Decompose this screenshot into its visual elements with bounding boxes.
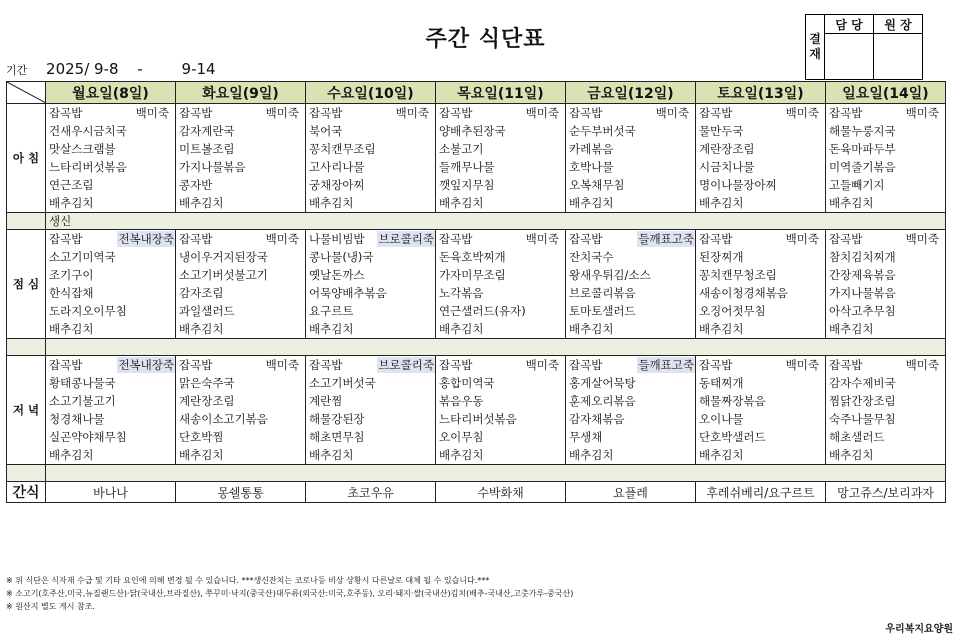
rice-item: 잡곡밥: [829, 358, 863, 372]
rice-item: 잡곡밥: [309, 358, 343, 372]
menu-cell: [46, 356, 176, 375]
grain-pair: [569, 231, 695, 247]
meal-label-lunch: 점 심: [7, 230, 46, 339]
menu-cell: 배추김치: [826, 320, 946, 339]
meal-row: [7, 266, 946, 284]
menu-cell: 무생채: [566, 428, 696, 446]
menu-cell: 된장찌개: [696, 248, 826, 266]
porridge-item: 들깨표고죽: [638, 358, 694, 372]
rice-item: 잡곡밥: [179, 232, 213, 246]
menu-cell: 배추김치: [176, 320, 306, 339]
menu-cell: 꽁치캔무청조림: [696, 266, 826, 284]
porridge-item: 전복내장죽: [118, 232, 174, 246]
meal-row: [7, 374, 946, 392]
menu-cell: 들깨무나물: [436, 158, 566, 176]
period-separator: -: [137, 60, 143, 78]
menu-cell: 소고기버섯국: [306, 374, 436, 392]
menu-cell: 고사리나물: [306, 158, 436, 176]
menu-cell: [566, 356, 696, 375]
meal-row: [7, 194, 946, 213]
menu-cell: 요구르트: [306, 302, 436, 320]
menu-cell: 새송이소고기볶음: [176, 410, 306, 428]
rice-item: 잡곡밥: [49, 232, 83, 246]
menu-cell: 한식잡채: [46, 284, 176, 302]
grain-pair: [829, 105, 945, 121]
menu-cell: [696, 230, 826, 249]
meal-row: [7, 356, 946, 375]
menu-cell: 배추김치: [306, 194, 436, 213]
rice-item: 잡곡밥: [569, 232, 603, 246]
menu-cell: 배추김치: [46, 446, 176, 465]
menu-cell: [176, 230, 306, 249]
porridge-item: 백미죽: [905, 358, 939, 372]
menu-cell: 맛살스크램블: [46, 140, 176, 158]
menu-cell: 가지나물볶음: [176, 158, 306, 176]
separator-row: [7, 465, 946, 482]
menu-cell: 소고기불고기: [46, 392, 176, 410]
menu-cell: 홍합미역국: [436, 374, 566, 392]
separator-cell: [7, 213, 46, 230]
grain-pair: [309, 231, 435, 247]
menu-cell: 소고기미역국: [46, 248, 176, 266]
menu-cell: 계란장조림: [696, 140, 826, 158]
menu-cell: 배추김치: [306, 320, 436, 339]
grain-pair: [179, 105, 305, 121]
rice-item: 잡곡밥: [439, 358, 473, 372]
menu-cell: 깻잎지무침: [436, 176, 566, 194]
menu-cell: 배추김치: [826, 446, 946, 465]
menu-cell: [46, 230, 176, 249]
period-label: 기간: [6, 64, 28, 77]
menu-cell: [566, 230, 696, 249]
menu-cell: 감자채볶음: [566, 410, 696, 428]
rice-item: 잡곡밥: [699, 106, 733, 120]
menu-cell: 실곤약야채무침: [46, 428, 176, 446]
menu-cell: [696, 104, 826, 123]
porridge-item: 전복내장죽: [118, 358, 174, 372]
approval-box: [805, 14, 923, 80]
menu-cell: [826, 356, 946, 375]
meal-row: [7, 410, 946, 428]
menu-cell: 느타리버섯볶음: [436, 410, 566, 428]
menu-cell: 북어국: [306, 122, 436, 140]
menu-cell: 연근조림: [46, 176, 176, 194]
menu-cell: 노각볶음: [436, 284, 566, 302]
snack-row: [7, 482, 946, 503]
menu-cell: 감자계란국: [176, 122, 306, 140]
snack-cell: 초코우유: [306, 482, 436, 503]
menu-cell: 잔치국수: [566, 248, 696, 266]
menu-cell: 명이나물장아찌: [696, 176, 826, 194]
meal-row: [7, 104, 946, 123]
menu-cell: 양배추된장국: [436, 122, 566, 140]
grain-pair: [439, 357, 565, 373]
meal-label-dinner: 저 녁: [7, 356, 46, 465]
menu-cell: 소고기버섯불고기: [176, 266, 306, 284]
menu-cell: 감자조림: [176, 284, 306, 302]
snack-cell: 요플레: [566, 482, 696, 503]
meal-row: [7, 320, 946, 339]
rice-item: 잡곡밥: [179, 106, 213, 120]
menu-cell: 배추김치: [696, 446, 826, 465]
day-header: 금요일(12일): [566, 82, 696, 104]
menu-cell: [306, 104, 436, 123]
grain-pair: [49, 105, 175, 121]
menu-cell: 아삭고추무침: [826, 302, 946, 320]
meal-row: [7, 428, 946, 446]
menu-cell: 해초면무침: [306, 428, 436, 446]
menu-cell: 조기구이: [46, 266, 176, 284]
menu-cell: 어묵양배추볶음: [306, 284, 436, 302]
menu-cell: 해물짜장볶음: [696, 392, 826, 410]
grain-pair: [699, 105, 825, 121]
separator-cell: [7, 465, 46, 482]
separator-row: [7, 339, 946, 356]
menu-cell: 배추김치: [46, 194, 176, 213]
menu-cell: 냉이우거지된장국: [176, 248, 306, 266]
grain-pair: [569, 105, 695, 121]
grain-pair: [179, 231, 305, 247]
menu-cell: 호박나물: [566, 158, 696, 176]
page-title: 주간 식단표: [425, 27, 546, 52]
period-start: 2025/ 9-8: [46, 60, 119, 78]
approval-role-director: 원 장: [874, 15, 923, 34]
period-end: 9-14: [181, 60, 216, 78]
rice-item: 잡곡밥: [699, 358, 733, 372]
approval-sign-director[interactable]: [874, 34, 923, 80]
menu-cell: [436, 230, 566, 249]
menu-cell: 과일샐러드: [176, 302, 306, 320]
porridge-item: 백미죽: [905, 106, 939, 120]
menu-cell: 미역줄기볶음: [826, 158, 946, 176]
snack-cell: 몽쉘통통: [176, 482, 306, 503]
menu-cell: 단호박샐러드: [696, 428, 826, 446]
menu-cell: 배추김치: [696, 320, 826, 339]
grain-pair: [439, 105, 565, 121]
rice-item: 잡곡밥: [439, 106, 473, 120]
porridge-item: 백미죽: [525, 106, 559, 120]
snack-cell: 후레쉬베리/요구르트: [696, 482, 826, 503]
rice-item: 잡곡밥: [829, 232, 863, 246]
meal-row: [7, 392, 946, 410]
menu-cell: 배추김치: [566, 446, 696, 465]
menu-cell: [566, 104, 696, 123]
porridge-item: 백미죽: [785, 106, 819, 120]
meal-row: [7, 302, 946, 320]
menu-cell: 배추김치: [436, 194, 566, 213]
day-header: 화요일(9일): [176, 82, 306, 104]
grain-pair: [49, 357, 175, 373]
separator-cell: [7, 339, 46, 356]
meal-row: [7, 176, 946, 194]
menu-cell: 배추김치: [176, 446, 306, 465]
menu-cell: 새송이청경채볶음: [696, 284, 826, 302]
separator-note: [46, 339, 946, 356]
rice-item: 잡곡밥: [309, 106, 343, 120]
grain-pair: [699, 231, 825, 247]
day-header-row: [7, 82, 946, 104]
menu-cell: 배추김치: [696, 194, 826, 213]
menu-cell: 느타리버섯볶음: [46, 158, 176, 176]
rice-item: 잡곡밥: [699, 232, 733, 246]
porridge-item: 들깨표고죽: [638, 232, 694, 246]
menu-cell: 청경채나물: [46, 410, 176, 428]
note-line: ※ 원산지 별도 게시 참조.: [6, 602, 95, 611]
menu-cell: 배추김치: [566, 320, 696, 339]
menu-cell: 홍게살어묵탕: [566, 374, 696, 392]
menu-cell: 미트볼조림: [176, 140, 306, 158]
rice-item: 잡곡밥: [49, 106, 83, 120]
porridge-item: 백미죽: [265, 358, 299, 372]
menu-cell: 소불고기: [436, 140, 566, 158]
porridge-item: 백미죽: [265, 232, 299, 246]
grain-pair: [569, 357, 695, 373]
menu-cell: 돈육호박찌개: [436, 248, 566, 266]
separator-row: [7, 213, 946, 230]
menu-cell: 오징어젓무침: [696, 302, 826, 320]
organization-name: 우리복지요양원: [885, 624, 953, 635]
grain-pair: [829, 357, 945, 373]
period: [6, 60, 216, 78]
menu-cell: [696, 356, 826, 375]
day-header: 토요일(13일): [696, 82, 826, 104]
meal-row: [7, 158, 946, 176]
menu-cell: 옛날돈까스: [306, 266, 436, 284]
meal-row: [7, 284, 946, 302]
menu-cell: 건새우시금치국: [46, 122, 176, 140]
grain-pair: [309, 105, 435, 121]
menu-cell: 배추김치: [436, 320, 566, 339]
menu-cell: 찜닭간장조림: [826, 392, 946, 410]
porridge-item: 백미죽: [905, 232, 939, 246]
grain-pair: [829, 231, 945, 247]
grain-pair: [309, 357, 435, 373]
day-header: 목요일(11일): [436, 82, 566, 104]
menu-cell: 황태콩나물국: [46, 374, 176, 392]
porridge-item: 백미죽: [395, 106, 429, 120]
separator-note: [46, 465, 946, 482]
menu-cell: [306, 230, 436, 249]
menu-cell: 감자수제비국: [826, 374, 946, 392]
menu-cell: [826, 230, 946, 249]
approval-sign-staff[interactable]: [825, 34, 874, 80]
menu-cell: [176, 104, 306, 123]
menu-cell: 도라지오이무침: [46, 302, 176, 320]
rice-item: 잡곡밥: [439, 232, 473, 246]
snack-cell: 수박화채: [436, 482, 566, 503]
grain-pair: [49, 231, 175, 247]
approval-side-label: 결 재: [806, 15, 825, 80]
menu-cell: 순두부버섯국: [566, 122, 696, 140]
diagonal-line-icon: [7, 82, 46, 103]
menu-cell: 물만두국: [696, 122, 826, 140]
menu-cell: 배추김치: [826, 194, 946, 213]
rice-item: 나물비빔밥: [309, 232, 365, 246]
menu-cell: 오이나물: [696, 410, 826, 428]
porridge-item: 브로콜리죽: [378, 358, 434, 372]
menu-cell: 간장제육볶음: [826, 266, 946, 284]
porridge-item: 백미죽: [525, 358, 559, 372]
rice-item: 잡곡밥: [569, 106, 603, 120]
menu-cell: 계란장조림: [176, 392, 306, 410]
menu-cell: 오이무침: [436, 428, 566, 446]
menu-cell: 해물강된장: [306, 410, 436, 428]
day-header: 월요일(8일): [46, 82, 176, 104]
menu-cell: [306, 356, 436, 375]
menu-cell: [436, 104, 566, 123]
porridge-item: 백미죽: [655, 106, 689, 120]
menu-cell: 콩자반: [176, 176, 306, 194]
menu-cell: 브로콜리볶음: [566, 284, 696, 302]
meal-row: [7, 230, 946, 249]
rice-item: 잡곡밥: [569, 358, 603, 372]
menu-cell: 단호박찜: [176, 428, 306, 446]
menu-table: [6, 81, 946, 503]
menu-cell: [176, 356, 306, 375]
menu-cell: 맑은숙주국: [176, 374, 306, 392]
separator-note: 생신: [46, 213, 946, 230]
menu-cell: 계란찜: [306, 392, 436, 410]
menu-cell: 해물누룽지국: [826, 122, 946, 140]
porridge-item: 백미죽: [785, 232, 819, 246]
snack-cell: 바나나: [46, 482, 176, 503]
day-header: 일요일(14일): [826, 82, 946, 104]
menu-cell: 고들빼기지: [826, 176, 946, 194]
menu-cell: [46, 104, 176, 123]
porridge-item: 백미죽: [785, 358, 819, 372]
menu-cell: [436, 356, 566, 375]
menu-cell: 해초샐러드: [826, 428, 946, 446]
porridge-item: 백미죽: [135, 106, 169, 120]
menu-cell: 가자미무조림: [436, 266, 566, 284]
menu-cell: 배추김치: [46, 320, 176, 339]
note-line: ※ 위 식단은 식자재 수급 및 기타 요인에 의해 변경 될 수 있습니다. ***생신잔치는 코로나등 비상 상황시 다른날로 대체 될 수 있습니다.***: [6, 576, 490, 585]
menu-cell: 배추김치: [436, 446, 566, 465]
meal-label-breakfast: 아 침: [7, 104, 46, 213]
meal-row: [7, 122, 946, 140]
menu-cell: 토마토샐러드: [566, 302, 696, 320]
menu-cell: 돈육마파두부: [826, 140, 946, 158]
menu-cell: 콩나물(냉)국: [306, 248, 436, 266]
menu-cell: 오복채무침: [566, 176, 696, 194]
meal-row: [7, 446, 946, 465]
grain-pair: [699, 357, 825, 373]
menu-cell: 연근샐러드(유자): [436, 302, 566, 320]
menu-cell: 숙주나물무침: [826, 410, 946, 428]
notes: [6, 574, 573, 613]
menu-cell: 카레볶음: [566, 140, 696, 158]
snack-label: 간식: [7, 482, 46, 503]
meal-row: [7, 248, 946, 266]
day-header: 수요일(10일): [306, 82, 436, 104]
menu-cell: 참치김치찌개: [826, 248, 946, 266]
menu-cell: 훈제오리볶음: [566, 392, 696, 410]
rice-item: 잡곡밥: [829, 106, 863, 120]
grain-pair: [439, 231, 565, 247]
rice-item: 잡곡밥: [179, 358, 213, 372]
porridge-item: 백미죽: [525, 232, 559, 246]
menu-cell: 볶음우동: [436, 392, 566, 410]
snack-cell: 망고쥬스/보리과자: [826, 482, 946, 503]
note-line: ※ 소고기(호주산,미국,뉴질랜드산)·닭(국내산,브라질산), 쭈꾸미·낙지(중국산)대두류(외국산:미국,호주등), 오리·돼지·쌀(국내산)김치(배추-국내산,고춧가루-중국산): [6, 589, 574, 598]
menu-cell: 동태찌개: [696, 374, 826, 392]
grain-pair: [179, 357, 305, 373]
meal-row: [7, 140, 946, 158]
menu-cell: 배추김치: [306, 446, 436, 465]
menu-cell: 배추김치: [566, 194, 696, 213]
menu-cell: 왕새우튀김/소스: [566, 266, 696, 284]
porridge-item: 백미죽: [265, 106, 299, 120]
menu-cell: 꽁치캔무조림: [306, 140, 436, 158]
menu-cell: 궁채장아찌: [306, 176, 436, 194]
menu-cell: [826, 104, 946, 123]
approval-role-staff: 담 당: [825, 15, 874, 34]
rice-item: 잡곡밥: [49, 358, 83, 372]
corner-cell: [7, 82, 46, 104]
porridge-item: 브로콜리죽: [378, 232, 434, 246]
menu-cell: 시금치나물: [696, 158, 826, 176]
menu-cell: 배추김치: [176, 194, 306, 213]
menu-cell: 가지나물볶음: [826, 284, 946, 302]
